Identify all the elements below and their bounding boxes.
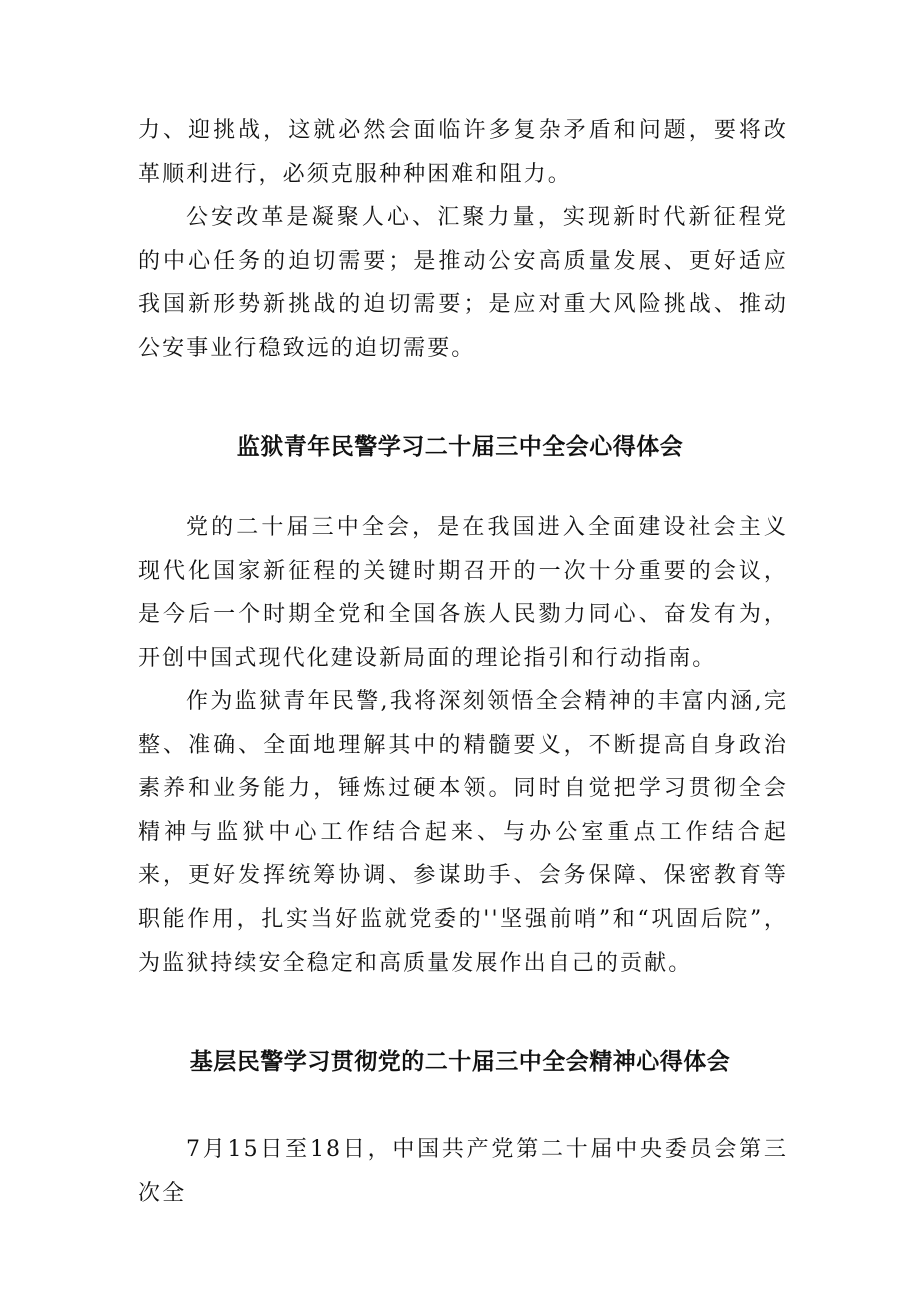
paragraph-police-reform: 公安改革是凝聚人心、汇聚力量，实现新时代新征程党的中心任务的迫切需要；是推动公安高质量发展、更好适应我国新形势新挑战的迫切需要；是应对重大风险挑战、推动公安事业行稳致远的迫切需要。 [138,205,788,361]
paragraph-plenum-intro: 党的二十届三中全会，是在我国进入全面建设社会主义现代化国家新征程的关键时期召开的一次十分重要的会议，是今后一个时期全党和全国各族人民勠力同心、奋发有为，开创中国式现代化建设新局面的理论指引和行动指南。 [138,515,788,671]
section-title-grassroots-police: 基层民警学习贯彻党的二十届三中全会精神心得体会 [189,1049,731,1075]
paragraph-continued: 力、迎挑战，这就必然会面临许多复杂矛盾和问题，要将改革顺利进行，必须克服种种困难和阻力。 [138,118,788,187]
paragraph-plenum-dates: 7月15日至18日，中国共产党第二十届中央委员会第三次全 [138,1137,788,1206]
section-title-prison-police: 监狱青年民警学习二十届三中全会心得体会 [236,434,684,460]
paragraph-prison-police-pledge: 作为监狱青年民警,我将深刻领悟全会精神的丰富内涵,完整、准确、全面地理解其中的精髓要义，不断提高自身政治素养和业务能力，锤炼过硬本领。同时自觉把学习贯彻全会精神与监狱中心工作结合起来、与办公室重点工作结合起来，更好发挥统筹协调、参谋助手、会务保障、保密教育等职能作用，扎实当好监就党委的''坚强前哨”和“巩固后院”，为监狱持续安全稳定和高质量发展作出自己的贡献。 [138,689,788,976]
